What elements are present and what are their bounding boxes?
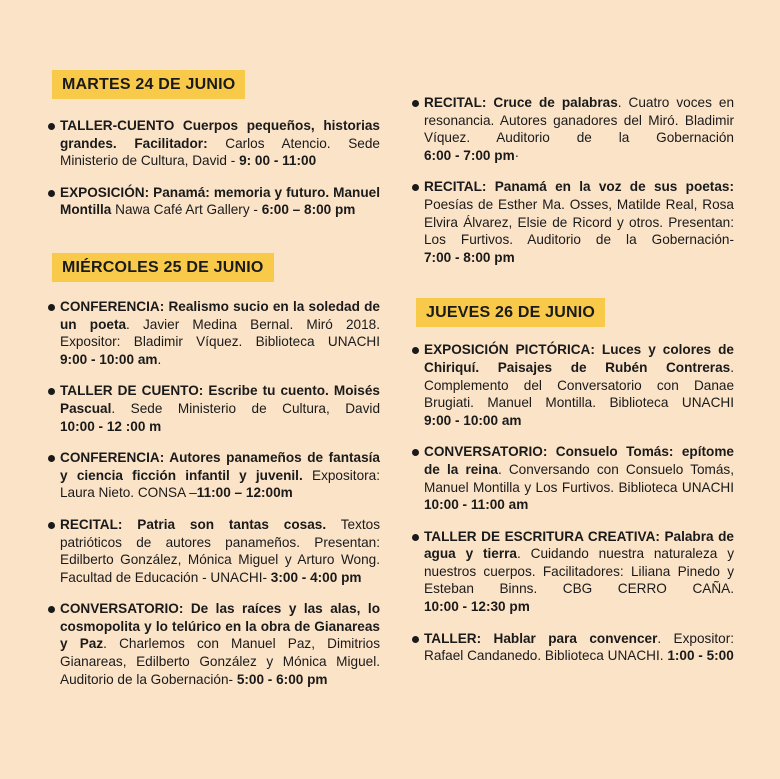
- event-time: 10:00 - 12 :00 m: [60, 418, 162, 434]
- right-column: [412, 88, 734, 665]
- event-title: CONFERENCIA: Realismo sucio en la soledad de un poeta: [60, 298, 380, 332]
- day-header-tuesday: MARTES 24 DE JUNIO: [52, 70, 245, 99]
- event-details: Poesías de Esther Ma. Osses, Matilde Real, Rosa Elvira Álvarez, Elsie de Ricord y otros. Presentan: Los Furtivos. Auditorio de la Gobernación-: [424, 196, 734, 248]
- event-conversatorio-raices: [48, 600, 380, 688]
- event-recital-patria: [48, 516, 380, 586]
- event-time: 6:00 - 7:00 pm: [424, 147, 515, 163]
- event-time: 7:00 - 8:00 pm: [424, 249, 515, 265]
- event-title: CONFERENCIA: Autores panameños de fantasía y ciencia ficción infantil y juvenil.: [60, 450, 380, 483]
- event-title: TALLER DE CUENTO: Escribe tu cuento. Moisés Pascual: [60, 383, 380, 416]
- bullet-icon: [412, 184, 419, 191]
- bullet-icon: [48, 190, 55, 197]
- day-header-thursday: JUEVES 26 DE JUNIO: [416, 298, 605, 327]
- bullet-icon: [48, 455, 55, 462]
- event-title: TALLER DE ESCRITURA CREATIVA: Palabra de agua y tierra: [424, 528, 734, 562]
- event-details: . Sede Ministerio de Cultura, David: [111, 400, 380, 416]
- event-details: . Charlemos con Manuel Paz, Dimitrios Gianareas, Edilberto González y Mónica Miguel. Auditorio de la Gobernación-: [60, 636, 381, 687]
- event-exposicion-panama: [48, 184, 380, 219]
- event-title: TALLER: Hablar para convencer: [424, 630, 658, 646]
- bullet-icon: [412, 534, 419, 541]
- event-title: RECITAL: Panamá en la voz de sus poetas:: [424, 179, 734, 195]
- bullet-icon: [48, 304, 55, 311]
- bullet-icon: [412, 636, 419, 643]
- event-time: 9:00 - 10:00 am: [424, 412, 522, 428]
- event-taller-de-cuento: [48, 382, 380, 435]
- event-taller-hablar: [412, 630, 734, 665]
- event-details: . Javier Medina Bernal. Miró 2018. Expositor: Bladimir Víquez. Biblioteca UNACHI: [60, 316, 380, 350]
- event-conferencia-autores: [48, 449, 380, 502]
- event-title: RECITAL: Patria son tantas cosas.: [60, 516, 327, 532]
- event-details: . Cuatro voces en resonancia. Autores ganadores del Miró. Bladimir Víquez. Auditorio de la Gobernación: [424, 95, 735, 146]
- bullet-icon: [412, 347, 419, 354]
- bullet-icon: [48, 388, 55, 395]
- bullet-icon: [412, 100, 419, 107]
- event-exposicion-pictorica: [412, 341, 734, 429]
- event-taller-cuento: [48, 117, 380, 170]
- event-title: EXPOSICIÓN PICTÓRICA: Luces y colores de Chiriquí. Paisajes de Rubén Contreras: [424, 342, 734, 375]
- left-column: [48, 70, 380, 688]
- event-details: . Cuidando nuestra naturaleza y nuestros cuerpos. Facilitadores: Liliana Pinedo y Esteban Binns. CBG CERRO CAÑA.: [424, 546, 734, 597]
- event-details: Textos patrióticos de autores panameños. Presentan: Edilberto González, Mónica Miguel y Arturo Wong. Facultad de Educación - UNACHI-: [60, 516, 380, 585]
- event-time: 9:00 - 10:00 am: [60, 351, 158, 367]
- event-time: 3:00 - 4:00 pm: [270, 569, 362, 585]
- event-time: 1:00 - 5:00: [667, 648, 734, 664]
- event-recital-panama-voz: [412, 178, 734, 266]
- bullet-icon: [412, 449, 419, 456]
- event-title: RECITAL: Cruce de palabras: [424, 95, 618, 110]
- event-details: . Expositor: Rafael Candanedo. Biblioteca UNACHI.: [424, 630, 734, 664]
- event-details: Carlos Atencio. Sede Ministerio de Cultura, David -: [60, 135, 380, 169]
- event-details: . Conversando con Consuelo Tomás, Manuel Montilla y Los Furtivos. Biblioteca UNACHI: [424, 461, 735, 495]
- bullet-icon: [48, 606, 55, 613]
- event-title: EXPOSICIÓN: Panamá: memoria y futuro. Manuel Montilla: [60, 184, 380, 218]
- event-time: 10:00 - 12:30 pm: [424, 599, 530, 615]
- event-title: CONVERSATORIO: De las raíces y las alas, lo cosmopolita y lo telúrico en la obra de Gianareas y Paz: [60, 601, 380, 652]
- event-time: 6:00 – 8:00 pm: [261, 202, 356, 218]
- event-recital-cruce: [412, 94, 734, 164]
- event-time: 10:00 - 11:00 am: [424, 497, 529, 513]
- day-header-wednesday: MIÉRCOLES 25 DE JUNIO: [52, 253, 274, 282]
- event-details: . Complemento del Conversatorio con Danae Brugiati. Manuel Montilla. Biblioteca UNACHI: [424, 359, 734, 411]
- event-details: Nawa Café Art Gallery -: [111, 202, 262, 218]
- event-time: 9: 00 - 11:00: [239, 153, 317, 169]
- event-title: CONVERSATORIO: Consuelo Tomás: epítome de la reina: [424, 444, 734, 477]
- event-conferencia-realismo: [48, 298, 380, 368]
- bullet-icon: [48, 123, 55, 130]
- event-suffix: ·: [514, 147, 520, 163]
- event-title: TALLER-CUENTO Cuerpos pequeños, historias grandes. Facilitador:: [60, 118, 380, 151]
- event-time: 5:00 - 6:00 pm: [236, 671, 328, 687]
- bullet-icon: [48, 522, 55, 529]
- event-details: Expositora: Laura Nieto. CONSA –: [60, 467, 381, 501]
- event-suffix: .: [157, 351, 162, 367]
- event-time: 11:00 – 12:00m: [196, 485, 293, 501]
- event-conversatorio-consuelo: [412, 443, 734, 513]
- event-taller-escritura: [412, 528, 734, 616]
